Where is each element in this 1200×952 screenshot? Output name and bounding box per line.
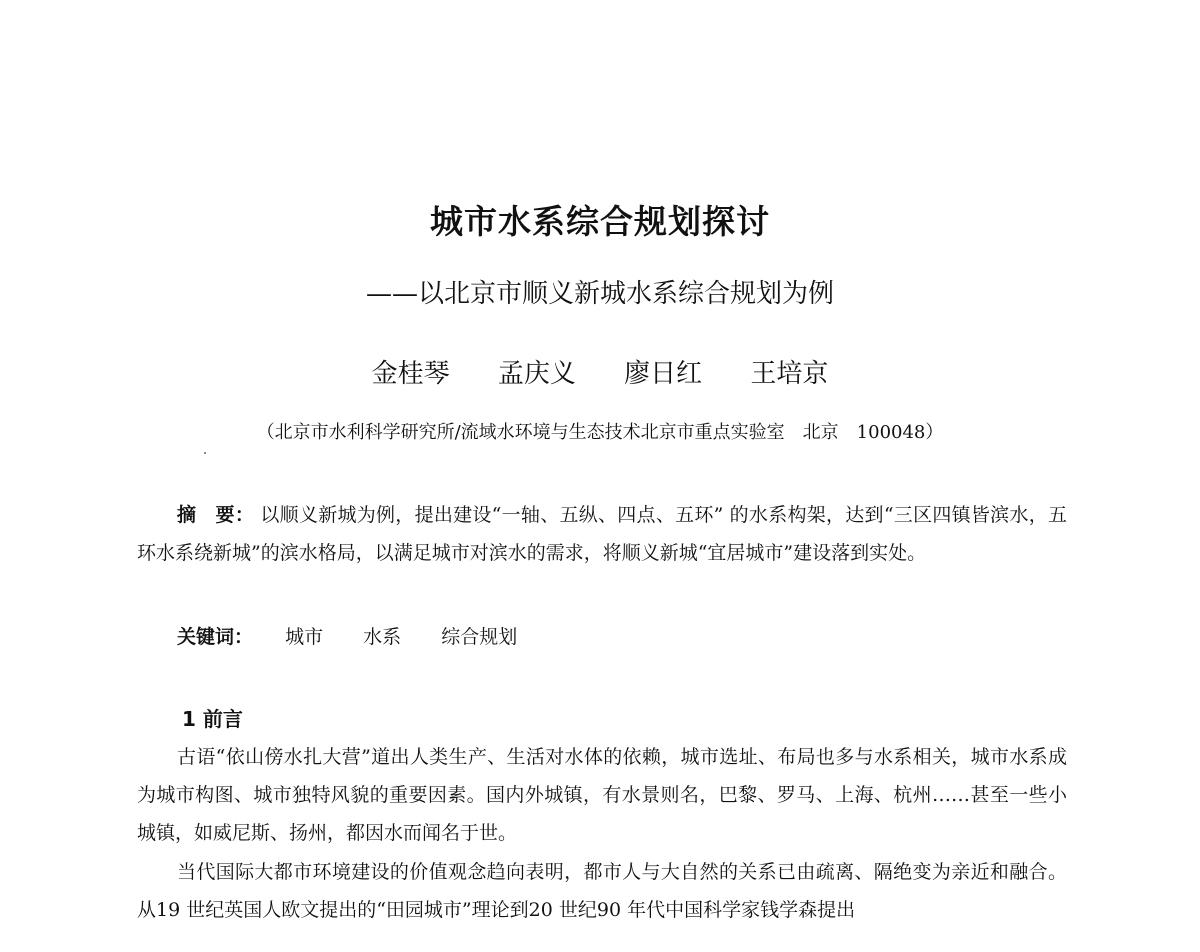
- section-heading: 1 前言: [182, 707, 243, 731]
- keywords-label: 关键词：: [177, 626, 254, 648]
- author-name: 金桂琴: [371, 359, 450, 389]
- abstract-text: 以顺义新城为例，提出建设“一轴、五纵、四点、五环” 的水系构架，达到“三区四镇皆滨水，五环水系绕新城”的滨水格局，以满足城市对滨水的需求，将顺义新城“宜居城市”建设落到实处。: [137, 504, 1067, 564]
- paper-subtitle: ——以北京市顺义新城水系综合规划为例: [365, 279, 834, 309]
- author-list: [0, 354, 1200, 394]
- author-name: 廖日红: [624, 359, 703, 389]
- affiliation: （北京市水利科学研究所/流域水环境与生态技术北京市重点实验室 北京 100048）: [256, 422, 944, 443]
- body-paragraph: 古语“依山傍水扎大营”道出人类生产、生活对水体的依赖，城市选址、布局也多与水系相关，城市水系成为城市构图、城市独特风貌的重要因素。国内外城镇，有水景则名，巴黎、罗马、上海、杭州……甚至一些小城镇，如威尼斯、扬州，都因水而闻名于世。: [137, 746, 1067, 844]
- scan-speck: [204, 452, 206, 454]
- keyword: 综合规划: [441, 626, 518, 648]
- author-name: 王培京: [750, 359, 829, 389]
- keyword: 城市: [285, 626, 324, 648]
- abstract-label: 摘 要：: [177, 504, 255, 526]
- abstract-block: [137, 496, 1067, 572]
- author-name: 孟庆义: [497, 359, 576, 389]
- keyword: 水系: [363, 626, 402, 648]
- paper-title: 城市水系综合规划探讨: [430, 202, 770, 241]
- keywords-line: [177, 620, 525, 654]
- body-paragraph: 当代国际大都市环境建设的价值观念趋向表明，都市人与大自然的关系已由疏离、隔绝变为亲近和融合。从19 世纪英国人欧文提出的“田园城市”理论到20 世纪90 年代中国科学家钱学森提出: [137, 861, 1067, 921]
